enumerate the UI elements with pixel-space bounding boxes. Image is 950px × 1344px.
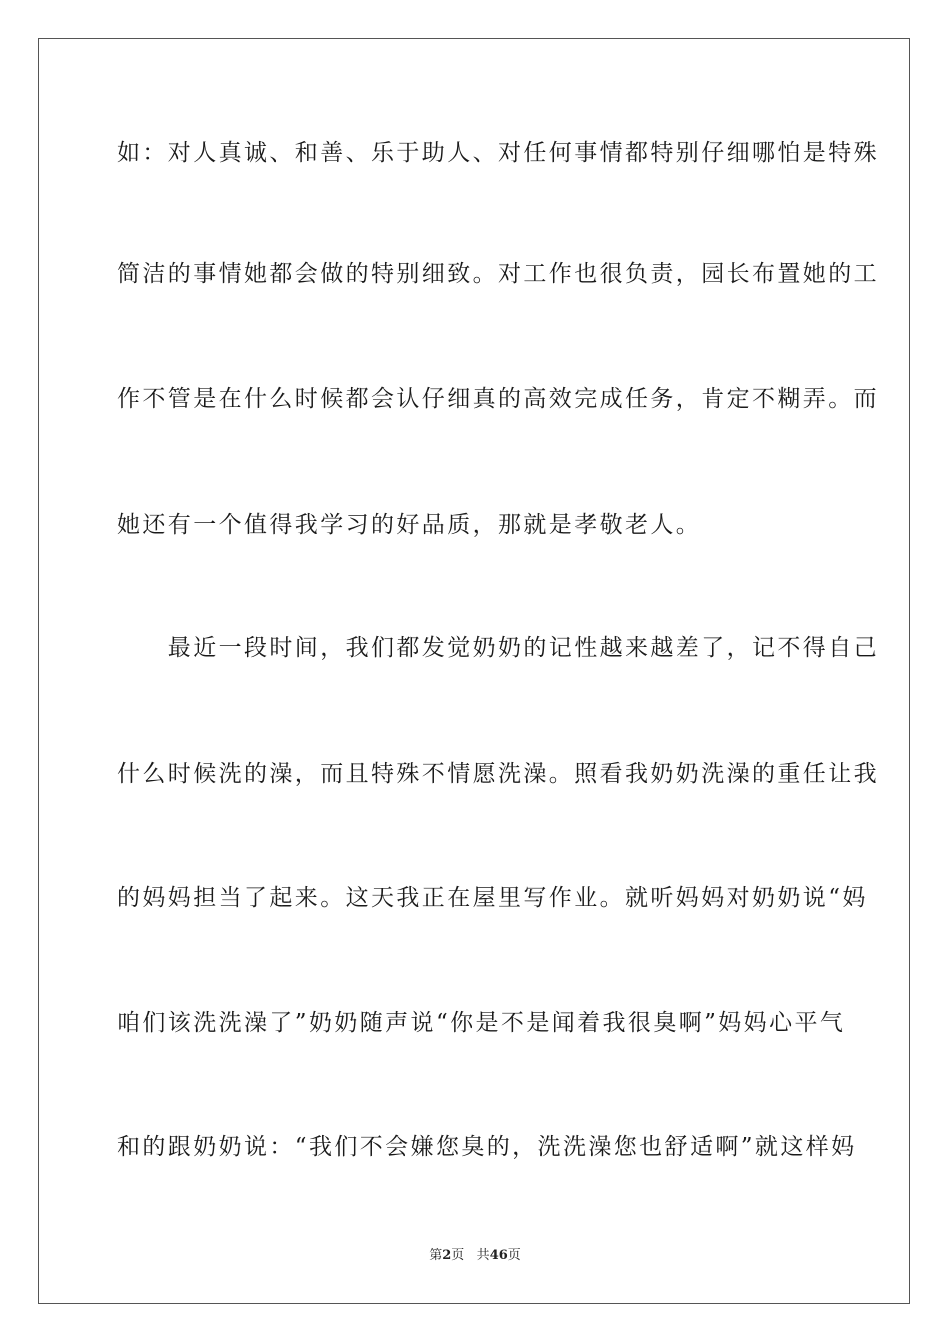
page-number: 2: [442, 1248, 452, 1263]
paragraph-start-line: 最近一段时间，我们都发觉奶奶的记性越来越差了，记不得自己: [117, 635, 879, 661]
text-line: 简洁的事情她都会做的特别细致。对工作也很负责，园长布置她的工: [117, 261, 879, 287]
text-line: 的妈妈担当了起来。这天我正在屋里写作业。就听妈妈对奶奶说“妈: [117, 885, 868, 911]
total-suffix: 页: [507, 1248, 521, 1263]
total-prefix: 共: [476, 1248, 490, 1263]
page-suffix: 页: [451, 1248, 465, 1263]
text-line: 咱们该洗洗澡了”奶奶随声说“你是不是闻着我很臭啊”妈妈心平气: [117, 1010, 846, 1036]
text-line: 如：对人真诚、和善、乐于助人、对任何事情都特别仔细哪怕是特殊: [117, 140, 879, 166]
page-prefix: 第: [429, 1248, 443, 1263]
total-pages: 46: [489, 1248, 508, 1263]
text-line: 什么时候洗的澡，而且特殊不情愿洗澡。照看我奶奶洗澡的重任让我: [117, 761, 879, 787]
page-footer: [0, 1247, 950, 1265]
text-line: 她还有一个值得我学习的好品质，那就是孝敬老人。: [117, 512, 702, 538]
page-border: [38, 38, 910, 1304]
text-line: 作不管是在什么时候都会认仔细真的高效完成任务，肯定不糊弄。而: [117, 386, 879, 412]
text-line: 和的跟奶奶说：“我们不会嫌您臭的，洗洗澡您也舒适啊”就这样妈: [117, 1134, 857, 1160]
